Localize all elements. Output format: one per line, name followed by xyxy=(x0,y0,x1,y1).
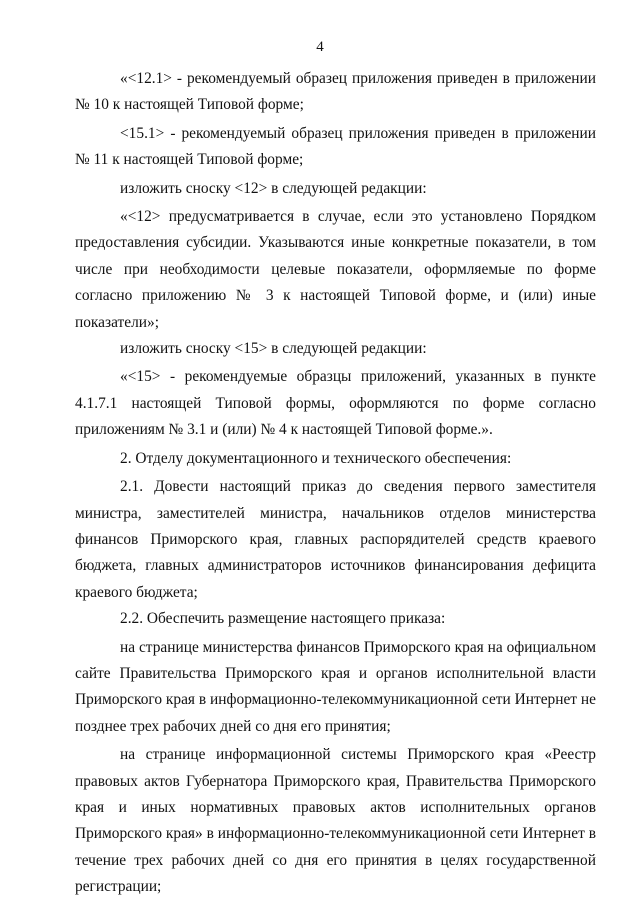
paragraph-item-2-2: 2.2. Обеспечить размещение настоящего приказа: xyxy=(120,610,446,628)
paragraph-item-2: 2. Отделу документационного и технического обеспечения: xyxy=(120,449,512,467)
paragraph-footnote-12-text: «<12> предусматривается в случае, если это установлено Порядком предоставления субсидии. Указываются иные конкретные показатели, в том числе при необходимости целевые показатели, оформляемые по форме согласно приложению № 3 к настоящей Типовой форме, и (или) иные показатели»; xyxy=(75,208,596,331)
document-body xyxy=(75,66,596,901)
paragraph-amend-footnote-15: изложить сноску <15> в следующей редакции: xyxy=(120,340,427,358)
paragraph-footnote-12-1: «<12.1> - рекомендуемый образец приложения приведен в приложении № 10 к настоящей Типовой форме; xyxy=(75,70,596,114)
paragraph-footnote-15-text: «<15> - рекомендуемые образцы приложений, указанных в пункте 4.1.7.1 настоящей Типовой формы, оформляются по форме согласно приложениям № 3.1 и (или) № 4 к настоящей Типовой форме.». xyxy=(75,368,596,439)
page-number: 4 xyxy=(316,39,324,55)
paragraph-registry-page: на странице информационной системы Приморского края «Реестр правовых актов Губернатора Приморского края, Правительства Приморского края и иных нормативных правовых актов исполнительных органов Приморского края» в информационно-телекоммуникационной сети Интернет в течение трех рабочих дней со дня его принятия в целях государственной регистрации; xyxy=(75,746,596,896)
paragraph-footnote-15-1: <15.1> - рекомендуемый образец приложения приведен в приложении № 11 к настоящей Типовой форме; xyxy=(75,124,596,169)
paragraph-ministry-page: на странице министерства финансов Приморского края на официальном сайте Правительства Приморского края и органов исполнительной власти Приморского края в информационно-телекоммуникационной сети Интернет не позднее трех рабочих дней со дня его принятия; xyxy=(75,638,596,735)
paragraph-item-2-1: 2.1. Довести настоящий приказ до сведения первого заместителя министра, заместителей министра, начальников отделов министерства финансов Приморского края, главных распорядителей средств краевого бюджета, главных администраторов источников финансирования дефицита краевого бюджета; xyxy=(75,478,596,601)
paragraph-amend-footnote-12: изложить сноску <12> в следующей редакции: xyxy=(120,179,427,197)
